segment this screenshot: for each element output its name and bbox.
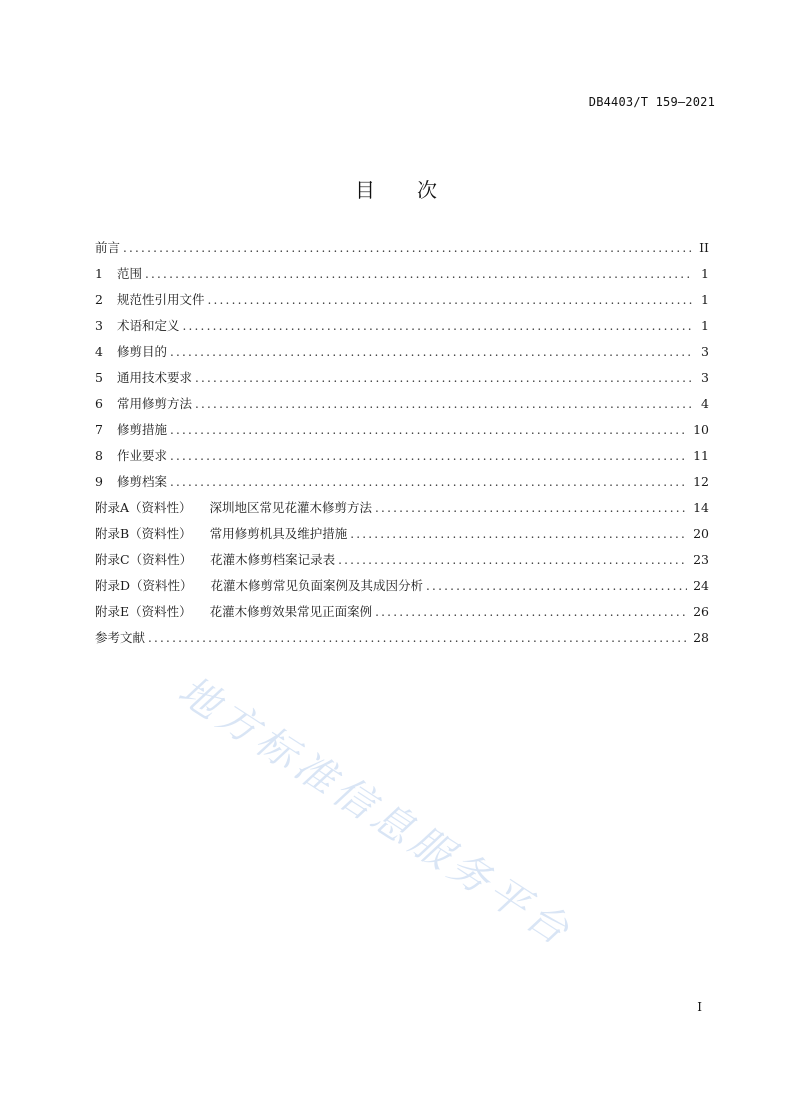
toc-entry-page-number: 1 xyxy=(701,318,709,333)
toc-entry-page-number: 1 xyxy=(701,266,709,281)
toc-entry-leader-dots xyxy=(375,602,687,622)
toc-entry-page-number: 1 xyxy=(701,292,709,307)
toc-entry[interactable] xyxy=(95,342,709,368)
toc-entry-page-number: 4 xyxy=(701,396,709,411)
toc-entry-label: 作业要求 xyxy=(117,448,168,463)
toc-entry-leader-dots xyxy=(170,472,687,492)
toc-entry-appendix-prefix: 附录E（资料性） xyxy=(95,604,192,619)
toc-entry-page-number: 3 xyxy=(701,344,709,359)
toc-entry-label: 通用技术要求 xyxy=(117,370,193,385)
toc-entry-number: 8 xyxy=(95,448,103,463)
toc-entry-label: 前言 xyxy=(95,240,121,255)
toc-entry-label: 修剪目的 xyxy=(117,344,168,359)
toc-entry-page-number: 11 xyxy=(693,448,709,463)
toc-entry-label: 花灌木修剪档案记录表 xyxy=(210,552,336,567)
toc-entry-leader-dots xyxy=(170,420,687,440)
toc-entry-label: 花灌木修剪常见负面案例及其成因分析 xyxy=(210,578,424,593)
toc-entry-leader-dots xyxy=(123,238,693,258)
toc-entry[interactable] xyxy=(95,472,709,498)
toc-entry-label: 花灌木修剪效果常见正面案例 xyxy=(209,604,373,619)
toc-entry-page-number: 26 xyxy=(693,604,709,619)
watermark: 地方标准信息服务平台 xyxy=(170,667,581,957)
toc-entry-leader-dots xyxy=(170,342,693,362)
toc-entry-label: 修剪档案 xyxy=(117,474,168,489)
toc-entry-leader-dots xyxy=(170,446,687,466)
toc-entry-page-number: 20 xyxy=(693,526,709,541)
toc-entry-appendix-prefix: 附录A（资料性） xyxy=(95,500,192,515)
toc-entry-leader-dots xyxy=(148,628,687,648)
toc-entry-page-number: 24 xyxy=(693,578,709,593)
toc-entry-number: 3 xyxy=(95,318,103,333)
toc-entry-leader-dots xyxy=(195,394,693,414)
toc-entry-leader-dots xyxy=(338,550,687,570)
toc-entry-number: 2 xyxy=(95,292,103,307)
toc-entry-label: 参考文献 xyxy=(95,630,146,645)
toc-entry-leader-dots xyxy=(350,524,687,544)
toc-entry-appendix-prefix: 附录D（资料性） xyxy=(95,578,193,593)
toc-entry-label: 修剪措施 xyxy=(117,422,168,437)
toc-entry[interactable] xyxy=(95,550,709,576)
document-code: DB4403/T 159—2021 xyxy=(588,95,715,109)
toc-entry-number: 6 xyxy=(95,396,103,411)
toc-entry[interactable] xyxy=(95,576,709,602)
toc-entry[interactable] xyxy=(95,420,709,446)
toc-entry[interactable] xyxy=(95,524,709,550)
toc-entry-label: 范围 xyxy=(117,266,143,281)
toc-entry[interactable] xyxy=(95,368,709,394)
toc-entry-number: 1 xyxy=(95,266,103,281)
toc-entry[interactable] xyxy=(95,394,709,420)
page-title: 目次 xyxy=(355,178,479,202)
toc-entry-leader-dots xyxy=(145,264,693,284)
toc-entry-label: 常用修剪机具及维护措施 xyxy=(209,526,348,541)
toc-entry-appendix-prefix: 附录B（资料性） xyxy=(95,526,192,541)
table-of-contents xyxy=(95,238,709,654)
toc-entry-leader-dots xyxy=(375,498,687,518)
toc-entry-page-number: 12 xyxy=(693,474,709,489)
toc-entry-page-number: 14 xyxy=(693,500,709,515)
toc-entry[interactable] xyxy=(95,290,709,316)
toc-entry-number: 9 xyxy=(95,474,103,489)
toc-entry-page-number: II xyxy=(699,240,709,255)
toc-entry-label: 深圳地区常见花灌木修剪方法 xyxy=(209,500,373,515)
toc-entry-leader-dots xyxy=(195,368,693,388)
toc-entry-leader-dots xyxy=(426,576,687,596)
toc-entry-page-number: 10 xyxy=(693,422,709,437)
toc-entry-label: 术语和定义 xyxy=(117,318,180,333)
toc-entry-leader-dots xyxy=(208,290,693,310)
toc-entry[interactable] xyxy=(95,602,709,628)
toc-entry-appendix-prefix: 附录C（资料性） xyxy=(95,552,193,567)
toc-entry[interactable] xyxy=(95,498,709,524)
toc-entry-label: 常用修剪方法 xyxy=(117,396,193,411)
toc-entry[interactable] xyxy=(95,238,709,264)
toc-entry-number: 4 xyxy=(95,344,103,359)
toc-entry-number: 5 xyxy=(95,370,103,385)
page-number: I xyxy=(697,1000,702,1014)
toc-entry-leader-dots xyxy=(183,316,693,336)
toc-entry-page-number: 23 xyxy=(693,552,709,567)
toc-entry-page-number: 28 xyxy=(693,630,709,645)
toc-entry-number: 7 xyxy=(95,422,103,437)
toc-entry[interactable] xyxy=(95,446,709,472)
toc-entry[interactable] xyxy=(95,316,709,342)
toc-entry-label: 规范性引用文件 xyxy=(117,292,205,307)
toc-entry[interactable] xyxy=(95,264,709,290)
toc-entry[interactable] xyxy=(95,628,709,654)
toc-entry-page-number: 3 xyxy=(701,370,709,385)
